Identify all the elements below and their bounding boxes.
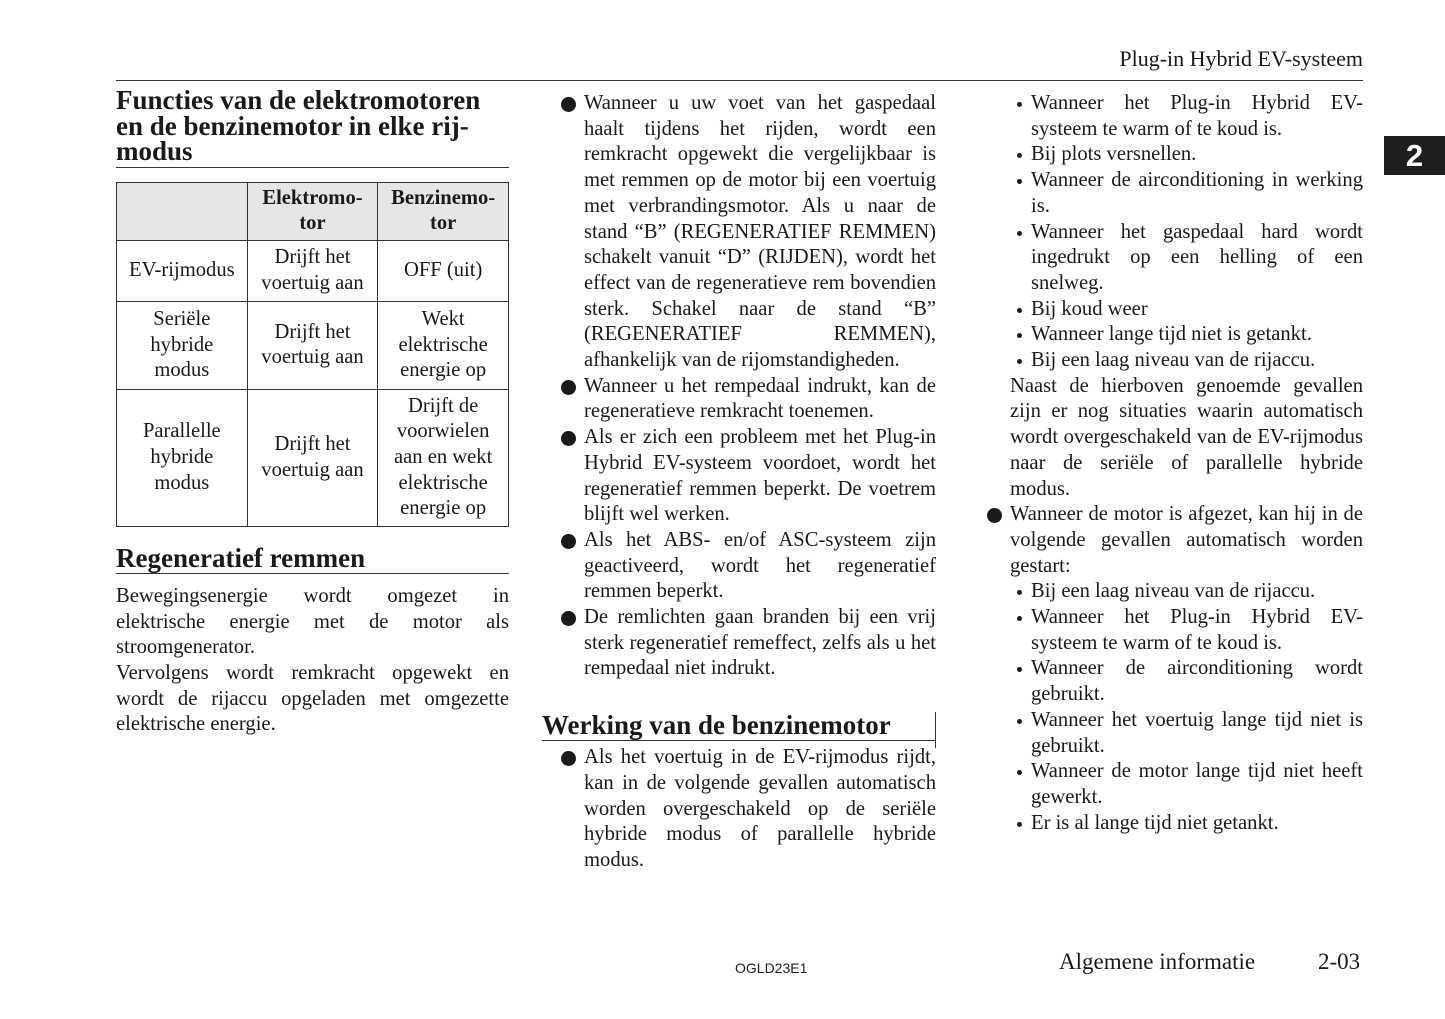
engine-heading-block bbox=[542, 710, 936, 741]
header-rule bbox=[116, 80, 1363, 81]
heading-vertical-rule bbox=[935, 712, 936, 748]
list-item: Wanneer lange tijd niet is getankt. bbox=[986, 322, 1363, 348]
bullet-icon bbox=[561, 97, 576, 112]
regen-paragraph: Bewegingsenergie wordt omgezet in elektrische energie met de motor als stroomgenerator. bbox=[116, 584, 509, 659]
small-bullet-icon bbox=[1017, 359, 1022, 364]
engine-bullet-list bbox=[542, 745, 936, 874]
regen-paragraph: Vervolgens wordt remkracht opgewekt en wordt de rijaccu opgeladen met omgezette elektrische energie. bbox=[116, 662, 509, 736]
switch-note: Naast de hierboven genoemde gevallen zijn er nog situaties waarin automatisch wordt overgeschakeld van de EV-rijmodus naar de seriële of parallelle hybride modus. bbox=[1010, 374, 1363, 500]
bullet-icon bbox=[561, 380, 576, 395]
electric-motor-cell: Drijft het voertuig aan bbox=[247, 389, 378, 526]
column-1 bbox=[116, 85, 509, 738]
list-item: De remlichten gaan branden bij een vrij sterk regeneratief remeffect, zelfs als u het rempedaal niet indrukt. bbox=[542, 605, 936, 682]
small-bullet-icon bbox=[1017, 153, 1022, 158]
switch-cases-list bbox=[986, 91, 1363, 374]
list-item: Wanneer het Plug-in Hybrid EV-systeem te warm of te koud is. bbox=[986, 605, 1363, 656]
bullet-icon bbox=[561, 431, 576, 446]
list-item: Wanneer het gaspedaal hard wordt ingedrukt op een helling of een snelweg. bbox=[986, 220, 1363, 297]
list-item: Wanneer de motor lange tijd niet heeft gewerkt. bbox=[986, 759, 1363, 810]
small-bullet-icon bbox=[1017, 822, 1022, 827]
bullet-icon bbox=[987, 508, 1002, 523]
table-row bbox=[117, 389, 509, 526]
section-heading-regen-braking: Regeneratief remmen bbox=[116, 543, 509, 574]
running-header-title: Plug-in Hybrid EV-systeem bbox=[1119, 46, 1363, 71]
column-2 bbox=[542, 91, 936, 874]
list-item: Bij een laag niveau van de rijaccu. bbox=[986, 579, 1363, 605]
small-bullet-icon bbox=[1017, 231, 1022, 236]
list-item: Als er zich een probleem met het Plug-in Hybrid EV-systeem voordoet, wordt het regeneratief remmen beperkt. De voetrem blijft wel werken. bbox=[542, 425, 936, 528]
list-item: Wanneer de motor is afgezet, kan hij in de volgende gevallen automatisch worden gestart: bbox=[986, 502, 1363, 579]
small-bullet-icon bbox=[1017, 179, 1022, 184]
restart-cases-list bbox=[986, 579, 1363, 836]
regen-bullet-list bbox=[542, 91, 936, 682]
mode-cell: EV-rijmodus bbox=[117, 240, 248, 301]
petrol-engine-cell: Drijft de voorwielen aan en wekt elektrische energie op bbox=[378, 389, 509, 526]
list-item: Wanneer de airconditioning wordt gebruikt. bbox=[986, 656, 1363, 707]
table-row bbox=[117, 301, 509, 389]
table-header-row bbox=[117, 182, 509, 240]
document-code: OGLD23E1 bbox=[735, 960, 808, 976]
list-item: Wanneer het voertuig lange tijd niet is gebruikt. bbox=[986, 708, 1363, 759]
table-header-empty bbox=[117, 182, 248, 240]
small-bullet-icon bbox=[1017, 102, 1022, 107]
petrol-engine-cell: Wekt elektrische energie op bbox=[378, 301, 509, 389]
heading-line: modus bbox=[116, 136, 193, 166]
small-bullet-icon bbox=[1017, 308, 1022, 313]
small-bullet-icon bbox=[1017, 590, 1022, 595]
page-number: 2-03 bbox=[1318, 949, 1361, 974]
electric-motor-cell: Drijft het voertuig aan bbox=[247, 240, 378, 301]
heading-line: Functies van de elektromotoren bbox=[116, 85, 481, 115]
heading-line: en de benzinemotor in elke rij- bbox=[116, 110, 469, 141]
list-item: Als het ABS- en/of ASC-systeem zijn geactiveerd, wordt het regeneratief remmen beperkt. bbox=[542, 528, 936, 605]
bullet-icon bbox=[561, 751, 576, 766]
restart-bullet-list bbox=[986, 502, 1363, 579]
list-item: Als het voertuig in de EV-rijmodus rijdt, kan in de volgende gevallen automatisch worden overgeschakeld op de seriële hybride modus of parallelle hybride modus. bbox=[542, 745, 936, 874]
small-bullet-icon bbox=[1017, 333, 1022, 338]
list-item: Wanneer u uw voet van het gaspedaal haalt tijdens het rijden, wordt een remkracht opgewekt die vergelijkbaar is met remmen op de motor bij een voertuig met verbrandingsmotor. Als u naar de stand “B” (REGENERATIEF REMMEN) schakelt vanuit “D” (RIJDEN), wordt het effect van de regeneratieve rem bovendien sterk. Schakel naar de stand “B” (REGENERATIEF REMMEN), afhankelijk van de rijomstandigheden. bbox=[542, 91, 936, 374]
bullet-icon bbox=[561, 534, 576, 549]
footer-section-title: Algemene informatie bbox=[1059, 949, 1256, 974]
list-item: Wanneer de airconditioning in werking is. bbox=[986, 168, 1363, 219]
list-item: Wanneer u het rempedaal indrukt, kan de regeneratieve remkracht toenemen. bbox=[542, 374, 936, 425]
list-item: Bij een laag niveau van de rijaccu. bbox=[986, 348, 1363, 374]
section-heading-functions bbox=[116, 85, 509, 168]
list-item: Er is al lange tijd niet getankt. bbox=[986, 811, 1363, 837]
table-row bbox=[117, 240, 509, 301]
section-heading-petrol-engine: Werking van de benzinemotor bbox=[542, 710, 936, 741]
drive-mode-table bbox=[116, 182, 509, 527]
mode-cell: Parallelle hybride modus bbox=[117, 389, 248, 526]
small-bullet-icon bbox=[1017, 770, 1022, 775]
small-bullet-icon bbox=[1017, 719, 1022, 724]
column-3 bbox=[986, 91, 1363, 836]
table-header-petrol-engine: Benzinemo- tor bbox=[378, 182, 509, 240]
electric-motor-cell: Drijft het voertuig aan bbox=[247, 301, 378, 389]
petrol-engine-cell: OFF (uit) bbox=[378, 240, 509, 301]
list-item: Bij koud weer bbox=[986, 297, 1363, 323]
chapter-tab: 2 bbox=[1384, 136, 1445, 175]
small-bullet-icon bbox=[1017, 616, 1022, 621]
bullet-icon bbox=[561, 611, 576, 626]
mode-cell: Seriële hybride modus bbox=[117, 301, 248, 389]
list-item: Bij plots versnellen. bbox=[986, 142, 1363, 168]
table-header-electric-motor: Elektromo- tor bbox=[247, 182, 378, 240]
small-bullet-icon bbox=[1017, 667, 1022, 672]
list-item: Wanneer het Plug-in Hybrid EV-systeem te warm of te koud is. bbox=[986, 91, 1363, 142]
